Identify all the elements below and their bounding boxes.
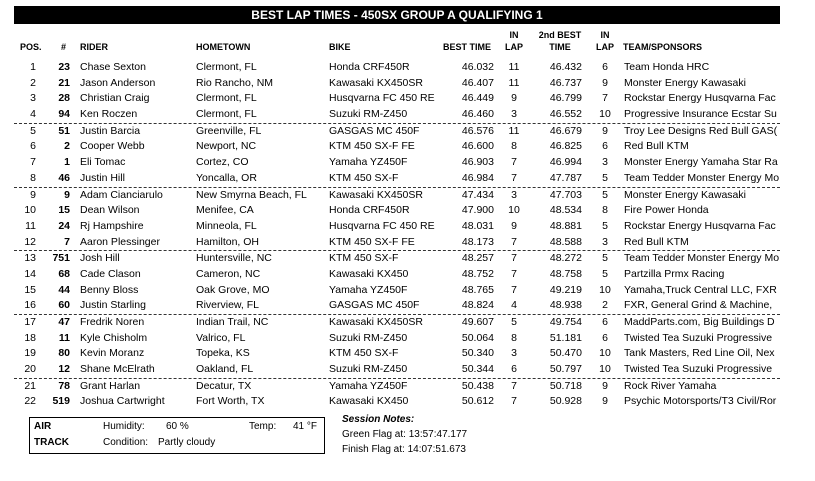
position-cell: 15 bbox=[24, 283, 36, 296]
position-cell: 6 bbox=[30, 140, 36, 153]
second-in-lap-cell: 10 bbox=[599, 108, 611, 121]
best-time-cell: 46.449 bbox=[461, 92, 494, 105]
team-sponsors-cell: Rockstar Energy Husqvarna Fac bbox=[624, 219, 776, 232]
position-cell: 22 bbox=[24, 395, 36, 408]
table-row bbox=[14, 60, 780, 76]
header-in-lap-1-top: IN bbox=[509, 30, 519, 40]
team-sponsors-cell: Team Tedder Monster Energy Mo bbox=[624, 252, 780, 265]
best-in-lap-cell: 8 bbox=[511, 331, 517, 344]
rider-number-cell: 60 bbox=[58, 299, 70, 312]
table-row bbox=[14, 171, 780, 187]
rider-number-cell: 9 bbox=[64, 188, 70, 201]
best-in-lap-cell: 7 bbox=[511, 379, 517, 392]
bike-cell: KTM 450 SX-F bbox=[329, 347, 399, 360]
hometown-cell: Hamilton, OH bbox=[196, 235, 260, 248]
rider-name-cell: Benny Bloss bbox=[80, 283, 139, 296]
table-row bbox=[14, 123, 780, 140]
team-sponsors-cell: Yamaha,Truck Central LLC, FXR bbox=[624, 283, 777, 296]
team-sponsors-cell: Monster Energy Yamaha Star Ra bbox=[624, 156, 778, 169]
rider-name-cell: Justin Barcia bbox=[80, 124, 141, 137]
best-in-lap-cell: 3 bbox=[511, 347, 517, 360]
table-row bbox=[14, 362, 780, 378]
temp-value: 41 °F bbox=[293, 421, 318, 432]
header-second-best-top: 2nd BEST bbox=[538, 30, 582, 40]
second-best-time-cell: 50.797 bbox=[549, 363, 582, 376]
rider-number-cell: 78 bbox=[58, 379, 70, 392]
second-in-lap-cell: 10 bbox=[599, 283, 611, 296]
team-sponsors-cell: Rock River Yamaha bbox=[624, 379, 717, 392]
team-sponsors-cell: Monster Energy Kawasaki bbox=[624, 76, 746, 89]
bike-cell: Yamaha YZ450F bbox=[329, 156, 408, 169]
rider-name-cell: Jason Anderson bbox=[80, 76, 156, 89]
condition-value: Partly cloudy bbox=[158, 437, 216, 448]
hometown-cell: New Smyrna Beach, FL bbox=[196, 188, 307, 201]
team-sponsors-cell: Fire Power Honda bbox=[624, 204, 709, 217]
rider-number-cell: 7 bbox=[64, 235, 70, 248]
second-in-lap-cell: 5 bbox=[602, 219, 608, 232]
hometown-cell: Valrico, FL bbox=[196, 331, 246, 344]
best-time-cell: 50.612 bbox=[461, 395, 494, 408]
best-in-lap-cell: 7 bbox=[511, 156, 517, 169]
position-cell: 2 bbox=[30, 76, 36, 89]
second-in-lap-cell: 9 bbox=[602, 379, 608, 392]
report-title: BEST LAP TIMES - 450SX GROUP A QUALIFYING 1 bbox=[14, 6, 780, 24]
team-sponsors-cell: Twisted Tea Suzuki Progressive bbox=[624, 331, 773, 344]
best-in-lap-cell: 8 bbox=[511, 140, 517, 153]
position-cell: 9 bbox=[30, 188, 36, 201]
best-time-cell: 50.340 bbox=[461, 347, 494, 360]
second-best-time-cell: 50.470 bbox=[549, 347, 582, 360]
rider-name-cell: Shane McElrath bbox=[80, 363, 155, 376]
session-notes bbox=[342, 412, 467, 457]
position-cell: 21 bbox=[24, 379, 36, 392]
second-best-time-cell: 46.552 bbox=[549, 108, 582, 121]
second-in-lap-cell: 6 bbox=[602, 316, 608, 328]
bike-cell: KTM 450 SX-F bbox=[329, 252, 399, 265]
position-cell: 16 bbox=[24, 299, 36, 312]
second-best-time-cell: 46.679 bbox=[549, 124, 582, 137]
rider-number-cell: 24 bbox=[58, 219, 70, 232]
table-row bbox=[14, 283, 780, 299]
bike-cell: Suzuki RM-Z450 bbox=[329, 363, 408, 376]
finish-flag-time: Finish Flag at: 14:07:51.673 bbox=[342, 444, 466, 455]
best-time-cell: 46.032 bbox=[461, 61, 494, 73]
position-cell: 13 bbox=[24, 252, 36, 265]
hometown-cell: Indian Trail, NC bbox=[196, 316, 269, 328]
second-best-time-cell: 46.799 bbox=[549, 92, 582, 105]
position-cell: 4 bbox=[30, 108, 36, 121]
table-row bbox=[14, 107, 780, 123]
position-cell: 1 bbox=[30, 61, 36, 73]
position-cell: 17 bbox=[24, 316, 36, 328]
best-time-cell: 46.460 bbox=[461, 108, 494, 121]
team-sponsors-cell: Red Bull KTM bbox=[624, 235, 689, 248]
track-label: TRACK bbox=[34, 437, 69, 448]
second-in-lap-cell: 5 bbox=[602, 188, 608, 201]
table-row bbox=[14, 139, 780, 155]
hometown-cell: Decatur, TX bbox=[196, 379, 252, 392]
rider-number-cell: 46 bbox=[58, 171, 70, 184]
hometown-cell: Cortez, CO bbox=[196, 156, 249, 169]
second-in-lap-cell: 6 bbox=[602, 140, 608, 153]
hometown-cell: Rio Rancho, NM bbox=[196, 76, 274, 89]
hometown-cell: Huntersville, NC bbox=[196, 252, 272, 265]
second-best-time-cell: 46.825 bbox=[549, 140, 582, 153]
rider-name-cell: Kevin Moranz bbox=[80, 347, 145, 360]
bike-cell: Yamaha YZ450F bbox=[329, 283, 408, 296]
position-cell: 11 bbox=[25, 219, 36, 232]
bike-cell: Kawasaki KX450SR bbox=[329, 188, 423, 201]
rider-number-cell: 51 bbox=[58, 124, 70, 137]
rider-name-cell: Aaron Plessinger bbox=[80, 235, 160, 248]
bike-cell: Suzuki RM-Z450 bbox=[329, 108, 408, 121]
team-sponsors-cell: Team Honda HRC bbox=[624, 61, 710, 73]
best-time-cell: 48.824 bbox=[461, 299, 494, 312]
best-in-lap-cell: 7 bbox=[511, 395, 517, 408]
table-row bbox=[14, 235, 780, 251]
second-in-lap-cell: 9 bbox=[602, 76, 608, 89]
best-in-lap-cell: 9 bbox=[511, 92, 517, 105]
header-pos: POS. bbox=[20, 42, 42, 52]
best-in-lap-cell: 4 bbox=[511, 299, 517, 312]
rider-name-cell: Joshua Cartwright bbox=[80, 395, 165, 408]
rider-number-cell: 44 bbox=[58, 283, 70, 296]
bike-cell: Husqvarna FC 450 RE bbox=[329, 92, 435, 105]
hometown-cell: Minneola, FL bbox=[196, 219, 257, 232]
bike-cell: Honda CRF450R bbox=[329, 204, 410, 217]
second-best-time-cell: 51.181 bbox=[549, 331, 582, 344]
rider-number-cell: 2 bbox=[64, 140, 70, 153]
best-in-lap-cell: 11 bbox=[508, 76, 520, 89]
position-cell: 20 bbox=[24, 363, 36, 376]
hometown-cell: Riverview, FL bbox=[196, 299, 260, 312]
position-cell: 7 bbox=[30, 156, 36, 169]
table-row bbox=[14, 314, 780, 331]
best-time-cell: 46.903 bbox=[461, 156, 494, 169]
rider-number-cell: 28 bbox=[58, 92, 70, 105]
position-cell: 18 bbox=[24, 331, 36, 344]
hometown-cell: Greenville, FL bbox=[196, 124, 262, 137]
team-sponsors-cell: Team Tedder Monster Energy Mo bbox=[624, 171, 780, 184]
best-in-lap-cell: 7 bbox=[511, 283, 517, 296]
table-row bbox=[14, 76, 780, 92]
table-row bbox=[14, 394, 780, 410]
session-notes-heading: Session Notes: bbox=[342, 414, 415, 425]
best-time-cell: 47.434 bbox=[461, 188, 494, 201]
rider-name-cell: Josh Hill bbox=[80, 252, 120, 265]
condition-label: Condition: bbox=[103, 437, 149, 448]
position-cell: 8 bbox=[30, 171, 36, 184]
best-time-cell: 48.752 bbox=[461, 267, 494, 280]
bike-cell: GASGAS MC 450F bbox=[329, 124, 420, 137]
best-time-cell: 48.765 bbox=[461, 283, 494, 296]
team-sponsors-cell: Twisted Tea Suzuki Progressive bbox=[624, 363, 773, 376]
second-best-time-cell: 49.219 bbox=[549, 283, 582, 296]
best-in-lap-cell: 11 bbox=[508, 124, 520, 137]
table-row bbox=[14, 250, 780, 267]
best-time-cell: 50.064 bbox=[461, 331, 494, 344]
best-time-cell: 48.257 bbox=[461, 252, 494, 265]
second-best-time-cell: 46.737 bbox=[549, 76, 582, 89]
team-sponsors-cell: Progressive Insurance Ecstar Su bbox=[624, 108, 777, 121]
team-sponsors-cell: Rockstar Energy Husqvarna Fac bbox=[624, 92, 776, 105]
rider-number-cell: 47 bbox=[58, 316, 70, 328]
best-in-lap-cell: 5 bbox=[511, 316, 517, 328]
header-second-best-bottom: TIME bbox=[549, 42, 571, 52]
best-time-cell: 46.984 bbox=[461, 171, 494, 184]
hometown-cell: Oak Grove, MO bbox=[196, 283, 270, 296]
rider-name-cell: Grant Harlan bbox=[80, 379, 141, 392]
rider-number-cell: 80 bbox=[58, 347, 70, 360]
position-cell: 19 bbox=[24, 347, 36, 360]
best-in-lap-cell: 10 bbox=[508, 204, 520, 217]
position-cell: 14 bbox=[24, 267, 36, 280]
table-row bbox=[14, 346, 780, 362]
air-label: AIR bbox=[34, 421, 52, 432]
rider-name-cell: Justin Starling bbox=[80, 299, 146, 312]
best-time-cell: 48.173 bbox=[461, 235, 494, 248]
bike-cell: Suzuki RM-Z450 bbox=[329, 331, 408, 344]
second-in-lap-cell: 8 bbox=[602, 204, 608, 217]
second-in-lap-cell: 3 bbox=[602, 235, 608, 248]
rider-name-cell: Cooper Webb bbox=[80, 140, 145, 153]
best-time-cell: 47.900 bbox=[461, 204, 494, 217]
rider-name-cell: Justin Hill bbox=[80, 171, 125, 184]
rider-name-cell: Ken Roczen bbox=[80, 108, 138, 121]
team-sponsors-cell: Red Bull KTM bbox=[624, 140, 689, 153]
header-number: # bbox=[61, 42, 67, 52]
best-time-cell: 50.344 bbox=[461, 363, 494, 376]
hometown-cell: Newport, NC bbox=[196, 140, 257, 153]
bike-cell: Honda CRF450R bbox=[329, 61, 410, 73]
team-sponsors-cell: Tank Masters, Red Line Oil, Nex bbox=[624, 347, 775, 360]
header-bike: BIKE bbox=[329, 42, 351, 52]
rider-name-cell: Christian Craig bbox=[80, 92, 150, 105]
second-in-lap-cell: 9 bbox=[602, 395, 608, 408]
hometown-cell: Clermont, FL bbox=[196, 92, 257, 105]
rider-name-cell: Kyle Chisholm bbox=[80, 331, 148, 344]
table-row bbox=[14, 91, 780, 107]
rider-number-cell: 12 bbox=[58, 363, 70, 376]
second-best-time-cell: 50.718 bbox=[549, 379, 582, 392]
rider-number-cell: 1 bbox=[64, 156, 70, 169]
rider-number-cell: 15 bbox=[58, 204, 70, 217]
second-in-lap-cell: 6 bbox=[602, 61, 608, 73]
best-in-lap-cell: 3 bbox=[511, 188, 517, 201]
table-row bbox=[14, 187, 780, 204]
second-best-time-cell: 48.588 bbox=[549, 235, 582, 248]
bike-cell: Husqvarna FC 450 RE bbox=[329, 219, 435, 232]
best-in-lap-cell: 7 bbox=[511, 252, 517, 265]
table-row bbox=[14, 378, 780, 395]
best-in-lap-cell: 7 bbox=[511, 267, 517, 280]
hometown-cell: Yoncalla, OR bbox=[196, 171, 257, 184]
best-time-cell: 46.407 bbox=[461, 76, 494, 89]
team-sponsors-cell: Monster Energy Kawasaki bbox=[624, 188, 746, 201]
second-in-lap-cell: 5 bbox=[602, 171, 608, 184]
second-in-lap-cell: 3 bbox=[602, 156, 608, 169]
best-in-lap-cell: 3 bbox=[511, 108, 517, 121]
header-best-time: BEST TIME bbox=[443, 42, 492, 52]
header-in-lap-2-top: IN bbox=[600, 30, 610, 40]
team-sponsors-cell: MaddParts.com, Big Buildings D bbox=[624, 316, 775, 328]
rider-number-cell: 23 bbox=[58, 61, 70, 73]
position-cell: 12 bbox=[24, 235, 36, 248]
rider-name-cell: Dean Wilson bbox=[80, 204, 140, 217]
second-best-time-cell: 47.703 bbox=[549, 188, 582, 201]
second-in-lap-cell: 7 bbox=[602, 92, 608, 105]
second-in-lap-cell: 6 bbox=[602, 331, 608, 344]
bike-cell: Kawasaki KX450SR bbox=[329, 76, 423, 89]
team-sponsors-cell: Troy Lee Designs Red Bull GAS( bbox=[624, 124, 778, 137]
rider-name-cell: Chase Sexton bbox=[80, 61, 146, 73]
second-best-time-cell: 46.994 bbox=[549, 156, 582, 169]
hometown-cell: Fort Worth, TX bbox=[196, 395, 265, 408]
rider-name-cell: Adam Cianciarulo bbox=[80, 188, 163, 201]
hometown-cell: Oakland, FL bbox=[196, 363, 254, 376]
best-time-cell: 50.438 bbox=[461, 379, 494, 392]
table-row bbox=[14, 219, 780, 235]
second-in-lap-cell: 10 bbox=[599, 363, 611, 376]
humidity-value: 60 % bbox=[166, 421, 189, 432]
second-best-time-cell: 48.758 bbox=[549, 267, 582, 280]
best-in-lap-cell: 9 bbox=[511, 219, 517, 232]
second-in-lap-cell: 9 bbox=[602, 124, 608, 137]
second-best-time-cell: 48.938 bbox=[549, 299, 582, 312]
second-in-lap-cell: 5 bbox=[602, 252, 608, 265]
rider-number-cell: 11 bbox=[58, 331, 70, 344]
rider-name-cell: Cade Clason bbox=[80, 267, 141, 280]
best-time-cell: 46.600 bbox=[461, 140, 494, 153]
position-cell: 10 bbox=[24, 204, 36, 217]
best-time-cell: 46.576 bbox=[461, 124, 494, 137]
hometown-cell: Cameron, NC bbox=[196, 267, 261, 280]
bike-cell: GASGAS MC 450F bbox=[329, 299, 420, 312]
second-best-time-cell: 48.881 bbox=[549, 219, 582, 232]
hometown-cell: Menifee, CA bbox=[196, 204, 254, 217]
second-best-time-cell: 47.787 bbox=[549, 171, 582, 184]
hometown-cell: Clermont, FL bbox=[196, 61, 257, 73]
team-sponsors-cell: Partzilla Prmx Racing bbox=[624, 267, 725, 280]
second-best-time-cell: 48.272 bbox=[549, 252, 582, 265]
green-flag-time: Green Flag at: 13:57:47.177 bbox=[342, 429, 468, 440]
best-time-cell: 48.031 bbox=[461, 219, 494, 232]
rider-number-cell: 519 bbox=[52, 395, 70, 408]
second-best-time-cell: 46.432 bbox=[549, 61, 582, 73]
lap-times-table bbox=[14, 60, 780, 410]
bike-cell: Yamaha YZ450F bbox=[329, 379, 408, 392]
hometown-cell: Clermont, FL bbox=[196, 108, 257, 121]
rider-number-cell: 751 bbox=[52, 252, 70, 265]
header-team: TEAM/SPONSORS bbox=[623, 42, 703, 52]
bike-cell: Kawasaki KX450SR bbox=[329, 316, 423, 328]
second-in-lap-cell: 5 bbox=[602, 267, 608, 280]
temp-label: Temp: bbox=[249, 421, 277, 432]
header-rider: RIDER bbox=[80, 42, 109, 52]
bike-cell: Kawasaki KX450 bbox=[329, 267, 409, 280]
best-in-lap-cell: 6 bbox=[511, 363, 517, 376]
position-cell: 3 bbox=[30, 92, 36, 105]
bike-cell: KTM 450 SX-F FE bbox=[329, 235, 415, 248]
table-row bbox=[14, 267, 780, 283]
header-in-lap-2-bottom: LAP bbox=[596, 42, 614, 52]
conditions-box bbox=[29, 417, 325, 454]
best-time-cell: 49.607 bbox=[461, 316, 494, 328]
team-sponsors-cell: Psychic Motorsports/T3 Civil/Ror bbox=[624, 395, 777, 408]
second-in-lap-cell: 10 bbox=[599, 347, 611, 360]
rider-number-cell: 68 bbox=[58, 267, 70, 280]
humidity-label: Humidity: bbox=[103, 421, 145, 432]
table-row bbox=[14, 203, 780, 219]
table-row bbox=[14, 331, 780, 347]
bike-cell: Kawasaki KX450 bbox=[329, 395, 409, 408]
best-in-lap-cell: 7 bbox=[511, 171, 517, 184]
second-best-time-cell: 49.754 bbox=[549, 316, 582, 328]
rider-name-cell: Fredrik Noren bbox=[80, 316, 145, 328]
team-sponsors-cell: FXR, General Grind & Machine, bbox=[624, 299, 773, 312]
rider-number-cell: 94 bbox=[58, 108, 70, 121]
position-cell: 5 bbox=[30, 124, 36, 137]
best-in-lap-cell: 7 bbox=[511, 235, 517, 248]
table-row bbox=[14, 298, 780, 314]
header-in-lap-1-bottom: LAP bbox=[505, 42, 523, 52]
second-best-time-cell: 50.928 bbox=[549, 395, 582, 408]
second-in-lap-cell: 2 bbox=[602, 299, 608, 312]
rider-name-cell: Eli Tomac bbox=[80, 156, 126, 169]
rider-name-cell: Rj Hampshire bbox=[80, 219, 144, 232]
best-in-lap-cell: 11 bbox=[508, 61, 520, 73]
bike-cell: KTM 450 SX-F FE bbox=[329, 140, 415, 153]
rider-number-cell: 21 bbox=[58, 76, 70, 89]
header-hometown: HOMETOWN bbox=[196, 42, 251, 52]
bike-cell: KTM 450 SX-F bbox=[329, 171, 399, 184]
hometown-cell: Topeka, KS bbox=[196, 347, 250, 360]
table-row bbox=[14, 155, 780, 171]
second-best-time-cell: 48.534 bbox=[549, 204, 582, 217]
